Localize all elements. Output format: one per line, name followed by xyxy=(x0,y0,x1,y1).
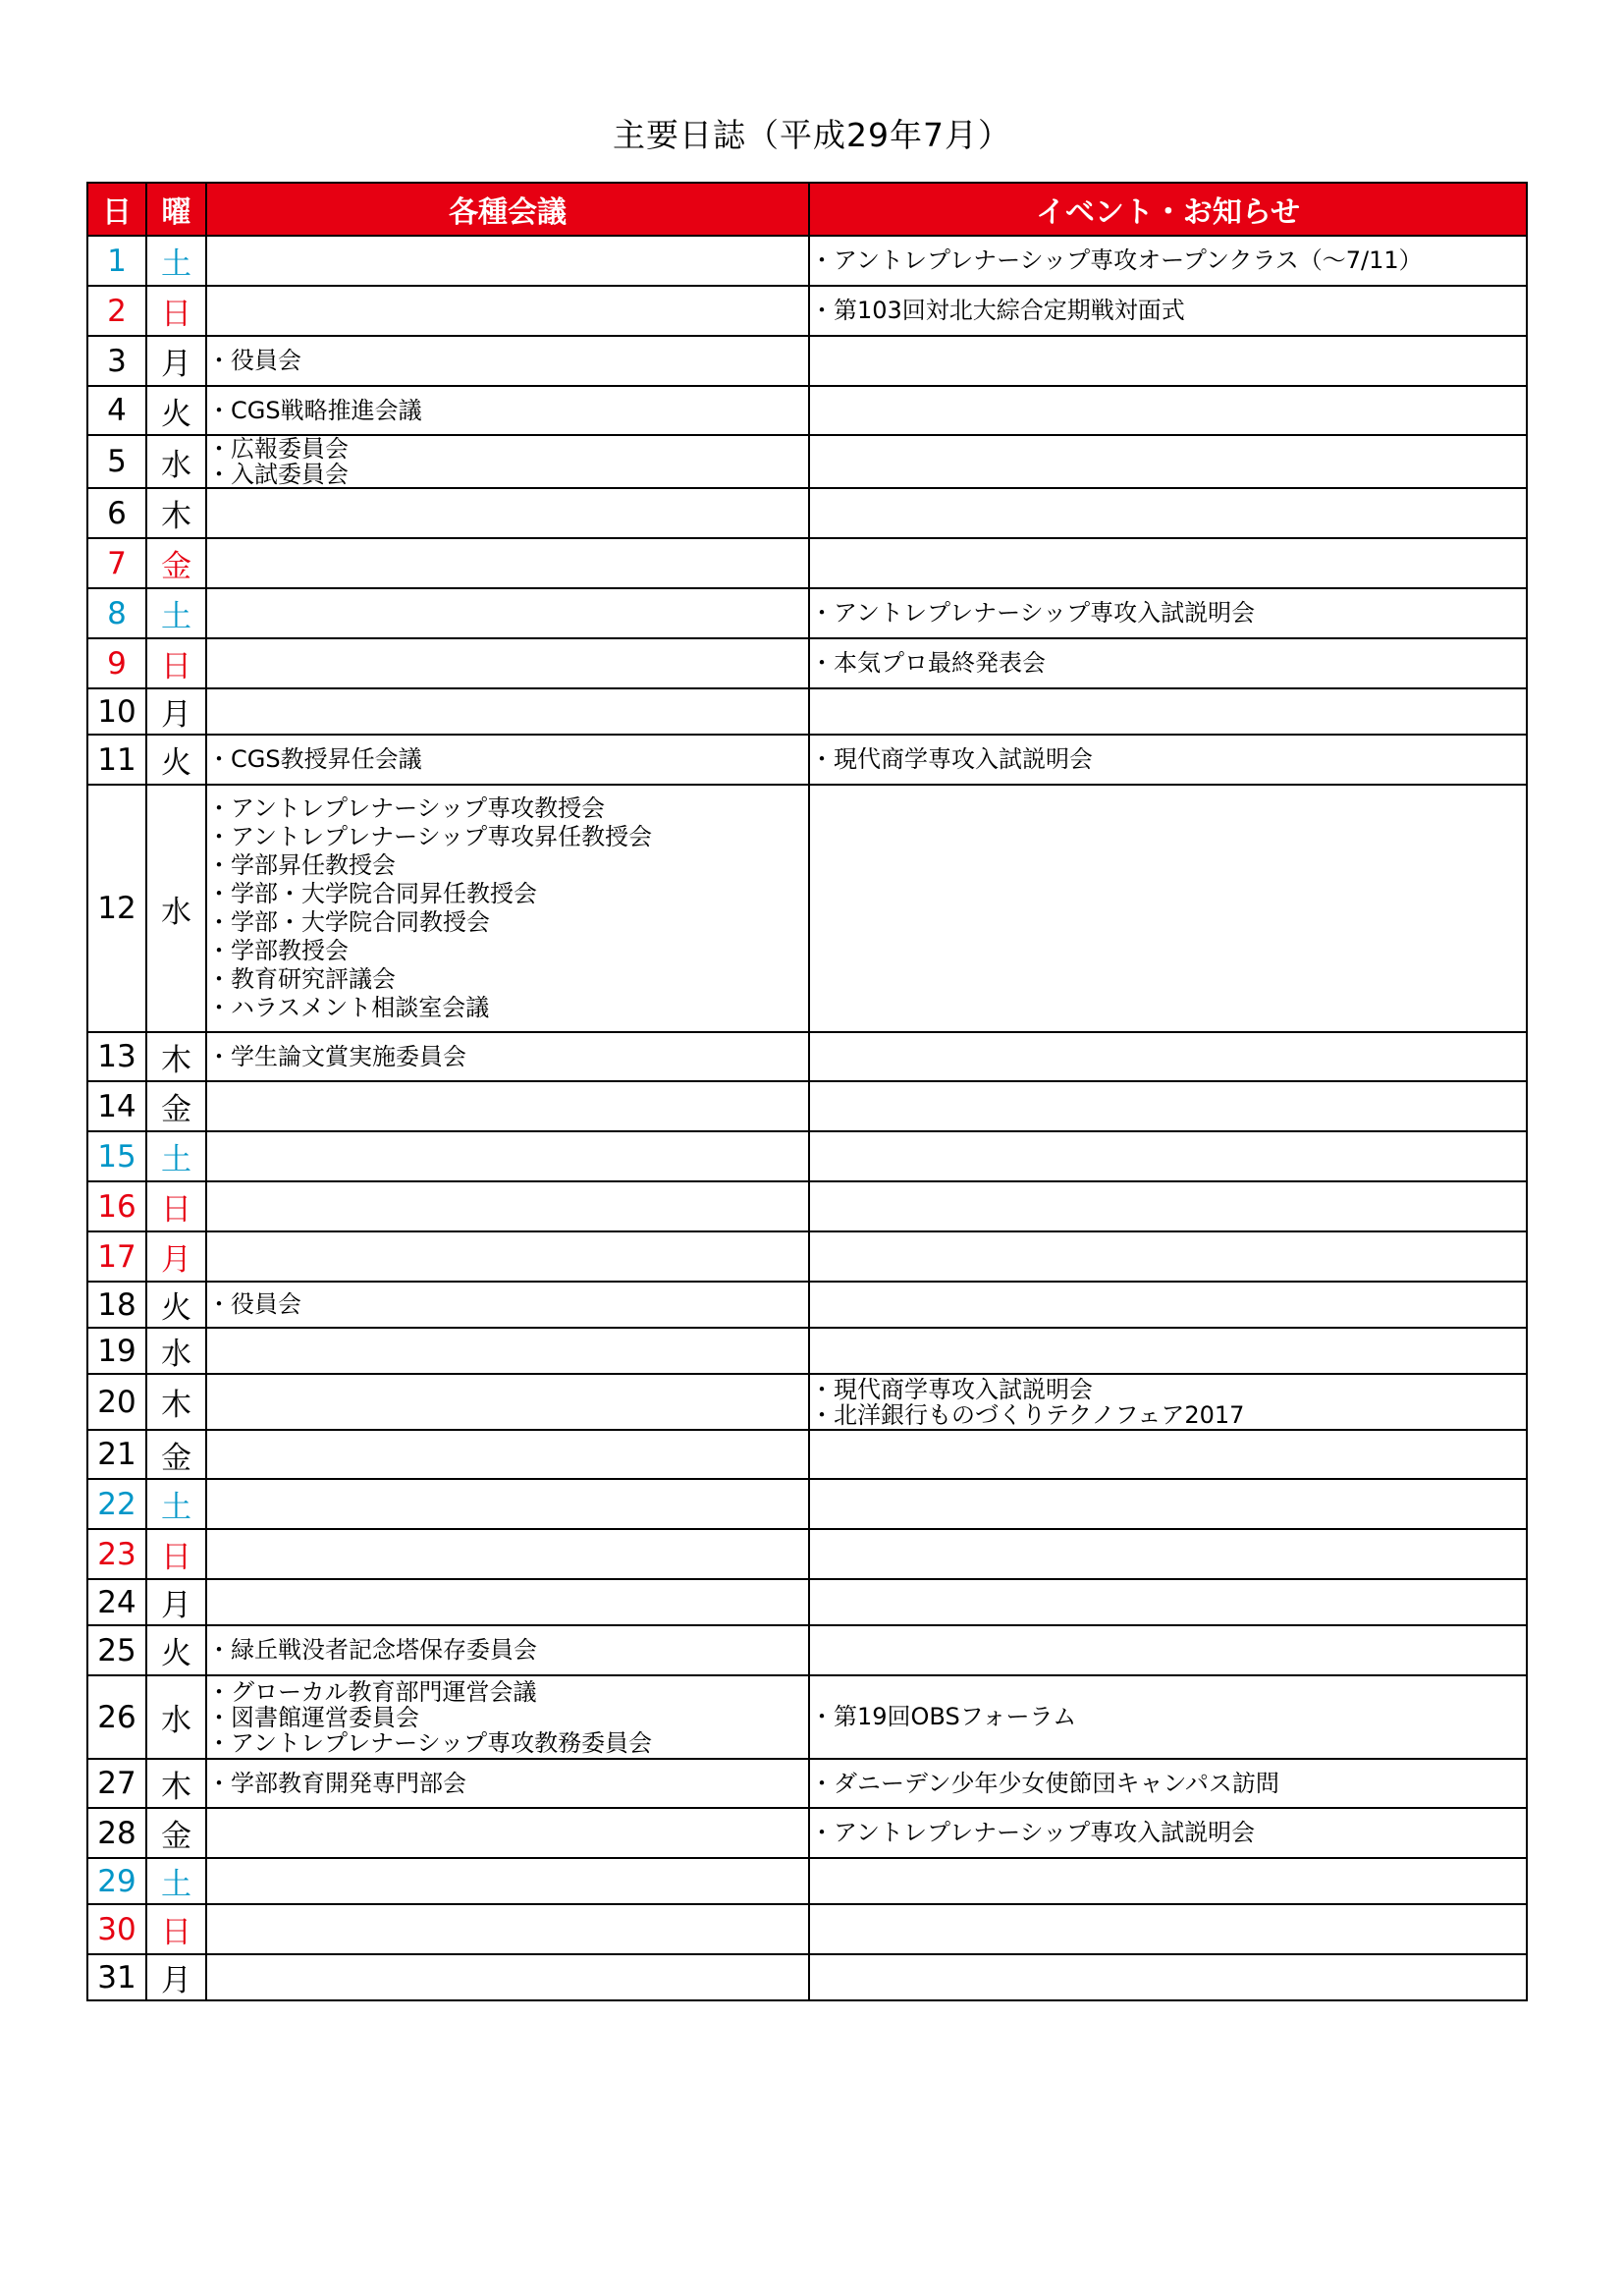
weekday: 月 xyxy=(146,1954,206,2000)
meeting-item: ・学部教育開発専門部会 xyxy=(207,1769,466,1797)
events-cell xyxy=(809,1328,1527,1374)
meeting-item: ・入試委員会 xyxy=(207,461,349,488)
header-events: イベント・お知らせ xyxy=(809,183,1527,236)
day-row xyxy=(87,1231,1527,1282)
header-meetings: 各種会議 xyxy=(206,183,809,236)
meeting-item: ・学部教授会 xyxy=(207,937,349,964)
meeting-item: ・アントレプレナーシップ専攻教務委員会 xyxy=(207,1728,653,1757)
day-number: 4 xyxy=(87,386,146,435)
day-row xyxy=(87,1479,1527,1529)
meetings-cell xyxy=(206,1131,809,1181)
day-number: 24 xyxy=(87,1579,146,1625)
events-cell xyxy=(809,488,1527,538)
weekday: 土 xyxy=(146,588,206,638)
page-title: 主要日誌（平成29年7月） xyxy=(613,116,1011,154)
weekday: 木 xyxy=(146,1759,206,1808)
weekday: 月 xyxy=(146,688,206,735)
meeting-item: ・学部・大学院合同教授会 xyxy=(207,908,490,936)
day-number: 20 xyxy=(87,1374,146,1430)
weekday: 土 xyxy=(146,1858,206,1904)
events-cell xyxy=(809,286,1527,336)
weekday: 水 xyxy=(146,785,206,1032)
day-number: 21 xyxy=(87,1430,146,1479)
day-number: 28 xyxy=(87,1808,146,1858)
day-number: 23 xyxy=(87,1529,146,1579)
diary-table xyxy=(86,182,1528,2001)
meetings-cell xyxy=(206,435,809,488)
event-item: ・アントレプレナーシップ専攻入試説明会 xyxy=(810,1819,1256,1846)
day-row xyxy=(87,286,1527,336)
weekday: 火 xyxy=(146,1625,206,1675)
event-item: ・ダニーデン少年少女使節団キャンパス訪問 xyxy=(810,1769,1279,1797)
weekday: 水 xyxy=(146,1675,206,1759)
meeting-item: ・役員会 xyxy=(207,347,301,374)
day-number: 8 xyxy=(87,588,146,638)
events-cell xyxy=(809,735,1527,785)
day-row xyxy=(87,236,1527,286)
day-row xyxy=(87,588,1527,638)
meetings-cell xyxy=(206,688,809,735)
events-cell xyxy=(809,588,1527,638)
diary-body xyxy=(87,236,1527,2000)
day-row xyxy=(87,1181,1527,1231)
day-row xyxy=(87,1759,1527,1808)
meetings-cell xyxy=(206,1231,809,1282)
day-number: 10 xyxy=(87,688,146,735)
day-number: 18 xyxy=(87,1282,146,1328)
weekday: 火 xyxy=(146,1282,206,1328)
day-row xyxy=(87,1328,1527,1374)
events-cell xyxy=(809,1231,1527,1282)
meetings-cell xyxy=(206,735,809,785)
day-row xyxy=(87,1430,1527,1479)
weekday: 木 xyxy=(146,488,206,538)
meetings-cell xyxy=(206,1625,809,1675)
day-row xyxy=(87,1954,1527,2000)
meetings-cell xyxy=(206,1808,809,1858)
weekday: 月 xyxy=(146,1579,206,1625)
day-row xyxy=(87,1374,1527,1430)
day-row xyxy=(87,488,1527,538)
day-number: 5 xyxy=(87,435,146,488)
meetings-cell xyxy=(206,1181,809,1231)
day-row xyxy=(87,435,1527,488)
day-number: 3 xyxy=(87,336,146,386)
day-row xyxy=(87,1131,1527,1181)
weekday: 金 xyxy=(146,538,206,588)
day-row xyxy=(87,1858,1527,1904)
meetings-cell xyxy=(206,588,809,638)
day-row xyxy=(87,1625,1527,1675)
events-cell xyxy=(809,1032,1527,1081)
header-row xyxy=(87,183,1527,236)
day-number: 29 xyxy=(87,1858,146,1904)
meetings-cell xyxy=(206,286,809,336)
event-item: ・第103回対北大綜合定期戦対面式 xyxy=(810,297,1185,324)
meetings-cell xyxy=(206,1328,809,1374)
events-cell xyxy=(809,1579,1527,1625)
event-item: ・第19回OBSフォーラム xyxy=(810,1703,1077,1730)
header-weekday: 曜 xyxy=(146,183,206,236)
day-number: 31 xyxy=(87,1954,146,2000)
events-cell xyxy=(809,1131,1527,1181)
day-number: 7 xyxy=(87,538,146,588)
events-cell xyxy=(809,1625,1527,1675)
day-number: 16 xyxy=(87,1181,146,1231)
meetings-cell xyxy=(206,1479,809,1529)
meetings-cell xyxy=(206,538,809,588)
weekday: 水 xyxy=(146,435,206,488)
meetings-cell xyxy=(206,1430,809,1479)
meeting-item: ・学部・大学院合同昇任教授会 xyxy=(207,880,537,907)
meetings-cell xyxy=(206,1282,809,1328)
event-item: ・アントレプレナーシップ専攻オープンクラス（～7/11） xyxy=(810,246,1423,274)
meeting-item: ・学生論文賞実施委員会 xyxy=(207,1042,466,1070)
events-cell xyxy=(809,1954,1527,2000)
event-item: ・現代商学専攻入試説明会 xyxy=(810,745,1093,773)
events-cell xyxy=(809,638,1527,688)
events-cell xyxy=(809,386,1527,435)
meetings-cell xyxy=(206,1904,809,1954)
events-cell xyxy=(809,435,1527,488)
meetings-cell xyxy=(206,1579,809,1625)
weekday: 火 xyxy=(146,386,206,435)
event-item: ・アントレプレナーシップ専攻入試説明会 xyxy=(810,599,1256,627)
meeting-item: ・アントレプレナーシップ専攻昇任教授会 xyxy=(207,823,653,850)
day-number: 11 xyxy=(87,735,146,785)
meeting-item: ・広報委員会 xyxy=(207,435,349,463)
events-cell xyxy=(809,1808,1527,1858)
weekday: 土 xyxy=(146,1479,206,1529)
meetings-cell xyxy=(206,1032,809,1081)
day-number: 6 xyxy=(87,488,146,538)
meeting-item: ・アントレプレナーシップ専攻教授会 xyxy=(207,794,606,822)
day-row xyxy=(87,1529,1527,1579)
weekday: 日 xyxy=(146,286,206,336)
day-row xyxy=(87,688,1527,735)
events-cell xyxy=(809,1529,1527,1579)
events-cell xyxy=(809,785,1527,1032)
day-number: 22 xyxy=(87,1479,146,1529)
meeting-item: ・CGS教授昇任会議 xyxy=(207,745,422,773)
weekday: 月 xyxy=(146,336,206,386)
events-cell xyxy=(809,1479,1527,1529)
weekday: 日 xyxy=(146,1181,206,1231)
weekday: 日 xyxy=(146,1529,206,1579)
events-cell xyxy=(809,1904,1527,1954)
event-item: ・現代商学専攻入試説明会 xyxy=(810,1375,1093,1403)
meetings-cell xyxy=(206,1374,809,1430)
event-item: ・本気プロ最終発表会 xyxy=(810,649,1046,677)
meeting-item: ・学部昇任教授会 xyxy=(207,851,396,879)
meetings-cell xyxy=(206,638,809,688)
events-cell xyxy=(809,688,1527,735)
day-row xyxy=(87,638,1527,688)
meetings-cell xyxy=(206,386,809,435)
events-cell xyxy=(809,336,1527,386)
day-row xyxy=(87,1675,1527,1759)
events-cell xyxy=(809,1858,1527,1904)
meetings-cell xyxy=(206,785,809,1032)
day-number: 14 xyxy=(87,1081,146,1131)
day-number: 15 xyxy=(87,1131,146,1181)
events-cell xyxy=(809,1759,1527,1808)
day-number: 17 xyxy=(87,1231,146,1282)
events-cell xyxy=(809,1282,1527,1328)
weekday: 金 xyxy=(146,1081,206,1131)
weekday: 月 xyxy=(146,1231,206,1282)
meetings-cell xyxy=(206,1081,809,1131)
day-number: 26 xyxy=(87,1675,146,1759)
meetings-cell xyxy=(206,1858,809,1904)
meeting-item: ・役員会 xyxy=(207,1290,301,1318)
day-number: 30 xyxy=(87,1904,146,1954)
meeting-item: ・グローカル教育部門運営会議 xyxy=(207,1677,537,1706)
meetings-cell xyxy=(206,488,809,538)
weekday: 日 xyxy=(146,1904,206,1954)
day-row xyxy=(87,538,1527,588)
events-cell xyxy=(809,1081,1527,1131)
weekday: 日 xyxy=(146,638,206,688)
weekday: 木 xyxy=(146,1374,206,1430)
meeting-item: ・教育研究評議会 xyxy=(207,965,396,993)
day-row xyxy=(87,735,1527,785)
day-number: 27 xyxy=(87,1759,146,1808)
weekday: 土 xyxy=(146,236,206,286)
day-row xyxy=(87,386,1527,435)
meeting-item: ・CGS戦略推進会議 xyxy=(207,396,422,424)
day-number: 13 xyxy=(87,1032,146,1081)
meeting-item: ・図書館運営委員会 xyxy=(207,1703,419,1731)
day-number: 2 xyxy=(87,286,146,336)
meetings-cell xyxy=(206,1759,809,1808)
events-cell xyxy=(809,1181,1527,1231)
day-row xyxy=(87,336,1527,386)
day-row xyxy=(87,1808,1527,1858)
meetings-cell xyxy=(206,336,809,386)
events-cell xyxy=(809,538,1527,588)
day-row xyxy=(87,1904,1527,1954)
meetings-cell xyxy=(206,1529,809,1579)
day-row xyxy=(87,1579,1527,1625)
day-number: 12 xyxy=(87,785,146,1032)
weekday: 木 xyxy=(146,1032,206,1081)
weekday: 金 xyxy=(146,1808,206,1858)
weekday: 金 xyxy=(146,1430,206,1479)
day-number: 25 xyxy=(87,1625,146,1675)
events-cell xyxy=(809,1430,1527,1479)
events-cell xyxy=(809,1675,1527,1759)
meetings-cell xyxy=(206,236,809,286)
events-cell xyxy=(809,236,1527,286)
day-row xyxy=(87,785,1527,1032)
weekday: 土 xyxy=(146,1131,206,1181)
meetings-cell xyxy=(206,1954,809,2000)
day-row xyxy=(87,1282,1527,1328)
meetings-cell xyxy=(206,1675,809,1759)
weekday: 水 xyxy=(146,1328,206,1374)
weekday: 火 xyxy=(146,735,206,785)
day-number: 9 xyxy=(87,638,146,688)
meeting-item: ・ハラスメント相談室会議 xyxy=(207,994,490,1021)
meeting-item: ・緑丘戦没者記念塔保存委員会 xyxy=(207,1636,537,1664)
day-number: 19 xyxy=(87,1328,146,1374)
day-row xyxy=(87,1081,1527,1131)
event-item: ・北洋銀行ものづくりテクノフェア2017 xyxy=(810,1400,1245,1429)
day-number: 1 xyxy=(87,236,146,286)
header-day: 日 xyxy=(87,183,146,236)
events-cell xyxy=(809,1374,1527,1430)
day-row xyxy=(87,1032,1527,1081)
